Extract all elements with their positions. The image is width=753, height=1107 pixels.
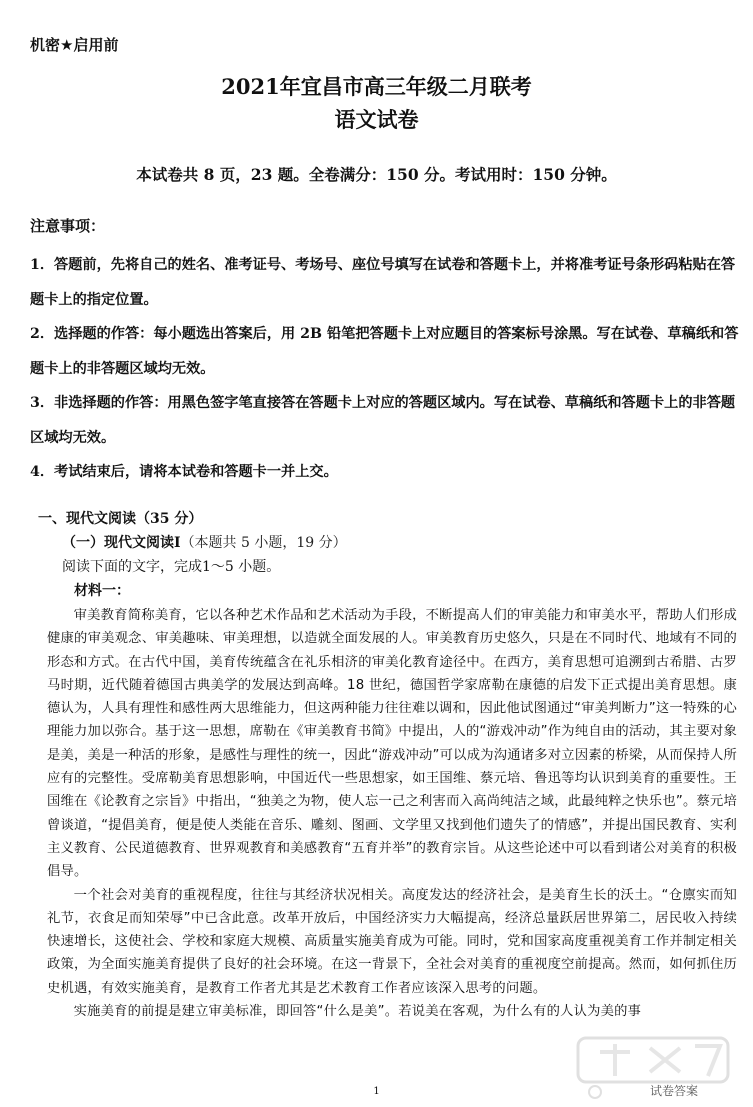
note-item: 4．考试结束后，请将本试卷和答题卡一并上交。 bbox=[30, 464, 338, 480]
reading-passage bbox=[47, 604, 737, 1023]
watermark-text: 试卷答案 bbox=[650, 1084, 699, 1098]
section-title: 一、现代文阅读（35 分） bbox=[38, 511, 203, 527]
exam-subject: 语文试卷 bbox=[334, 107, 419, 132]
confidential-mark: 机密★启用前 bbox=[30, 36, 119, 54]
passage-paragraph: 实施美育的前提是建立审美标准，即回答“什么是美”。若说美在客观，为什么有的人认为美的事 bbox=[73, 1004, 642, 1020]
page-number: 1 bbox=[373, 1086, 380, 1097]
subsection-heading bbox=[62, 532, 347, 552]
exam-title: 2021年宜昌市高三年级二月联考 bbox=[221, 74, 532, 99]
note-item: 2．选择题的作答：每小题选出答案后，用 2B 铅笔把答题卡上对应题目的答案标号涂黑。写在试卷、草稿纸和答题卡上的非答题区域均无效。 bbox=[30, 326, 739, 377]
notes-list bbox=[30, 248, 745, 490]
notes-heading: 注意事项： bbox=[30, 217, 106, 235]
subsection-note: （本题共 5 小题，19 分） bbox=[180, 535, 347, 551]
note-item: 3．非选择题的作答：用黑色签字笔直接答在答题卡上对应的答题区域内。写在试卷、草稿纸和答题卡上的非答题区域均无效。 bbox=[30, 395, 736, 446]
passage-paragraph: 审美教育简称美育，它以各种艺术作品和艺术活动为手段，不断提高人们的审美能力和审美水平，帮助人们形成健康的审美观念、审美趣味、审美理想，以造就全面发展的人。审美教育历史悠久，只是在不同时代、地域有不同的形态和方式。在古代中国，美育传统蕴含在礼乐相济的审美化教育途径中。在西方，美育思想可追溯到古希腊、古罗马时期，近代随着德国古典美学的发展达到高峰。18 世纪，德国哲学家席勒在康德的启发下正式提出美育思想。康德认为，人具有理性和感性两大思维能力，但这两种能力往往难以调和，因此他试图通过“审美判断力”这一特殊的心理能力加以弥合。基于这一思想，席勒在《审美教育书简》中提出，人的“游戏冲动”作为纯自由的活动，其主要对象是美，美是一种活的形象，是感性与理性的统一，因此“游戏冲动”可以成为沟通诸多对立因素的桥梁，从而保持人所应有的完整性。受席勒美育思想影响，中国近代一些思想家，如王国维、蔡元培、鲁迅等均认识到美育的重要性。王国维在《论教育之宗旨》中指出，“独美之为物，使人忘一己之利害而入高尚纯洁之域，此最纯粹之快乐也”。蔡元培曾谈道，“提倡美育，便是使人类能在音乐、雕刻、图画、文学里又找到他们遗失了的情感”，并提出国民教育、实利主义教育、公民道德教育、世界观教育和美感教育“五育并举”的教育宗旨。从这些论述中可以看到诸公对美育的积极倡导。 bbox=[47, 608, 737, 880]
subsection-title: （一）现代文阅读Ⅰ bbox=[62, 535, 181, 551]
passage-paragraph: 一个社会对美育的重视程度，往往与其经济状况相关。高度发达的经济社会，是美育生长的沃土。“仓廪实而知礼节，衣食足而知荣辱”中已含此意。改革开放后，中国经济实力大幅提高，经济总量跃居世界第二，居民收入持续快速增长，这使社会、学校和家庭大规模、高质量实施美育成为可能。同时，党和国家高度重视美育工作并制定相关政策，为全面实施美育提供了良好的社会环境。在这一背景下，全社会对美育的重视度空前提高。然而，如何抓住历史机遇，有效实施美育，是教育工作者尤其是艺术教育工作者应该深入思考的问题。 bbox=[47, 887, 737, 996]
exam-info: 本试卷共 8 页，23 题。全卷满分：150 分。考试用时：150 分钟。 bbox=[136, 165, 617, 184]
reading-instruction: 阅读下面的文字，完成1～5 小题。 bbox=[62, 559, 281, 575]
note-item: 1．答题前，先将自己的姓名、准考证号、考场号、座位号填写在试卷和答题卡上，并将准考证号条形码粘贴在答题卡上的指定位置。 bbox=[30, 257, 736, 308]
material-label: 材料一： bbox=[74, 583, 130, 599]
